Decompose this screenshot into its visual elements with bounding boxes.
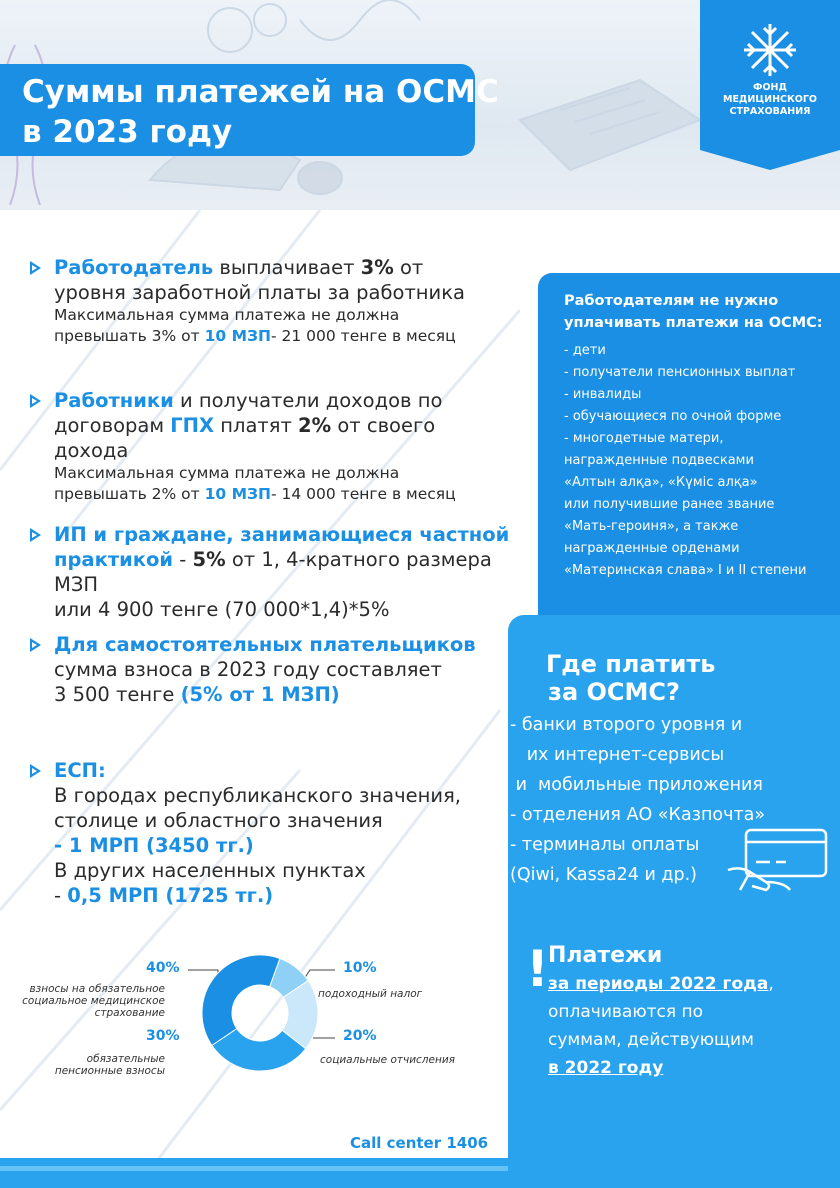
exempt-list-item: «Алтын алқа», «Күміс алқа»	[564, 475, 758, 490]
where-list-item: - терминалы оплаты	[510, 835, 700, 855]
percent-value: 2%	[298, 414, 332, 437]
where-list-item: - банки второго уровня и	[510, 715, 743, 735]
triangle-bullet-icon	[30, 261, 41, 275]
slice-label: пенсионные взносы	[54, 1065, 165, 1077]
text: и получатели доходов по	[173, 389, 443, 412]
note: - 14 000 тенге в месяц	[271, 485, 456, 503]
exempt-list-item: награжденные орденами	[564, 541, 740, 556]
text: -	[173, 548, 193, 571]
where-title	[546, 650, 715, 706]
percent-value: 3%	[360, 256, 394, 279]
item-lead: практикой	[54, 548, 174, 571]
slice-label: подоходный налог	[318, 988, 423, 1000]
heading-line: уплачивать платежи на ОСМС:	[564, 315, 823, 331]
slice-label: социальные отчисления	[320, 1054, 455, 1066]
exempt-list	[564, 340, 836, 582]
slice-label: социальное медицинское	[22, 995, 165, 1007]
percent-value: 5%	[192, 548, 226, 571]
exempt-list-item: - получатели пенсионных выплат	[564, 365, 796, 380]
mzp-value: 10 МЗП	[204, 327, 271, 345]
slice-label: страхование	[94, 1007, 165, 1019]
note: превышать 2% от	[54, 485, 205, 503]
hand-with-card-icon	[726, 826, 836, 896]
triangle-bullet-icon	[30, 764, 41, 778]
donut-chart	[0, 950, 508, 1080]
note: превышать 3% от	[54, 327, 205, 345]
text: уровня заработной платы за работника	[54, 281, 465, 304]
payments-note	[548, 942, 833, 1082]
exempt-list-item: или получившие ранее звание	[564, 497, 775, 512]
item-lead: ИП и граждане, занимающиеся частной	[54, 523, 510, 546]
slice-label: взносы на обязательное	[29, 983, 165, 995]
text: В городах республиканского значения,	[54, 784, 461, 807]
exempt-heading	[564, 290, 834, 334]
payments-year: в 2022 году	[548, 1058, 664, 1078]
text: суммам, действующим	[548, 1030, 754, 1050]
text: сумма взноса в 2023 году составляет	[54, 658, 442, 681]
slice-percent-20: 20%	[343, 1028, 377, 1044]
exempt-list-item: - многодетные матери,	[564, 431, 724, 446]
note: - 21 000 тенге в месяц	[271, 327, 456, 345]
where-list-item: их интернет-сервисы	[510, 745, 725, 765]
title-line-2: в 2023 году	[22, 114, 233, 150]
exempt-list-item: «Материнская слава» I и II степени	[564, 563, 807, 578]
text: ,	[768, 974, 774, 994]
where-list-item: (Qiwi, Kassa24 и др.)	[510, 865, 697, 885]
footer-bar	[0, 1158, 508, 1188]
text: платят	[214, 414, 299, 437]
exclamation-icon: !	[526, 940, 549, 998]
text: или 4 900 тенге (70 000*1,4)*5%	[54, 598, 390, 621]
logo-caption	[700, 82, 840, 118]
item-employer	[30, 255, 510, 347]
title-line: за ОСМС?	[548, 678, 680, 706]
item-lead: Для самостоятельных плательщиков	[54, 633, 476, 656]
item-esp	[30, 758, 510, 908]
mrp-value: - 1 МРП (3450 тг.)	[54, 834, 254, 857]
percent-value: (5% от 1 МЗП)	[180, 683, 340, 706]
note: Максимальная сумма платежа не должна	[54, 306, 400, 324]
payments-title: Платежи	[548, 943, 663, 968]
logo-line: ФОНД	[753, 82, 787, 93]
exempt-list-item: - обучающиеся по очной форме	[564, 409, 782, 424]
text: В других населенных пунктах	[54, 859, 366, 882]
exempt-list-item: - инвалиды	[564, 387, 642, 402]
payments-period: за периоды 2022 года	[548, 974, 769, 994]
text: от своего дохода	[54, 414, 436, 462]
donut-slice-40	[202, 955, 280, 1045]
mrp-value: 0,5 МРП (1725 тг.)	[67, 884, 274, 907]
where-list-item: - отделения АО «Казпочта»	[510, 805, 766, 825]
text: оплачиваются по	[548, 1002, 704, 1022]
text: от 1, 4-кратного размера МЗП	[54, 548, 492, 596]
text: выплачивает	[213, 256, 361, 279]
item-private-practice	[30, 522, 510, 622]
where-list-item: и мобильные приложения	[510, 775, 763, 795]
item-lead: Работодатель	[54, 256, 214, 279]
slice-percent-10: 10%	[343, 960, 377, 976]
logo-line: МЕДИЦИНСКОГО	[722, 94, 817, 105]
heading-line: Работодателям не нужно	[564, 293, 779, 309]
triangle-bullet-icon	[30, 638, 41, 652]
exempt-list-item: - дети	[564, 343, 606, 358]
title-line-1: Суммы платежей на ОСМС	[22, 74, 499, 110]
item-lead: Работники	[54, 389, 174, 412]
logo	[740, 20, 800, 80]
triangle-bullet-icon	[30, 394, 41, 408]
call-center: Call center 1406	[350, 1134, 489, 1152]
text: договорам	[54, 414, 171, 437]
footer-stripe	[0, 1166, 508, 1171]
page-title	[22, 72, 499, 152]
slice-label: обязательные	[86, 1053, 165, 1065]
text: столице и областного значения	[54, 809, 383, 832]
text: -	[54, 884, 68, 907]
title-line: Где платить	[546, 650, 716, 678]
mzp-value: 10 МЗП	[204, 485, 271, 503]
item-employees	[30, 388, 510, 505]
logo-line: СТРАХОВАНИЯ	[729, 106, 811, 117]
triangle-bullet-icon	[30, 528, 41, 542]
gph-label: ГПХ	[170, 414, 215, 437]
slice-percent-30: 30%	[146, 1028, 180, 1044]
text: от	[393, 256, 424, 279]
note: Максимальная сумма платежа не должна	[54, 464, 400, 482]
slice-percent-40: 40%	[146, 960, 180, 976]
item-self-payers	[30, 632, 510, 707]
text: 3 500 тенге	[54, 683, 181, 706]
exempt-list-item: «Мать-героиня», а также	[564, 519, 739, 534]
snowflake-cross-icon	[740, 20, 800, 80]
item-lead: ЕСП:	[54, 759, 106, 782]
exempt-list-item: награжденные подвесками	[564, 453, 754, 468]
